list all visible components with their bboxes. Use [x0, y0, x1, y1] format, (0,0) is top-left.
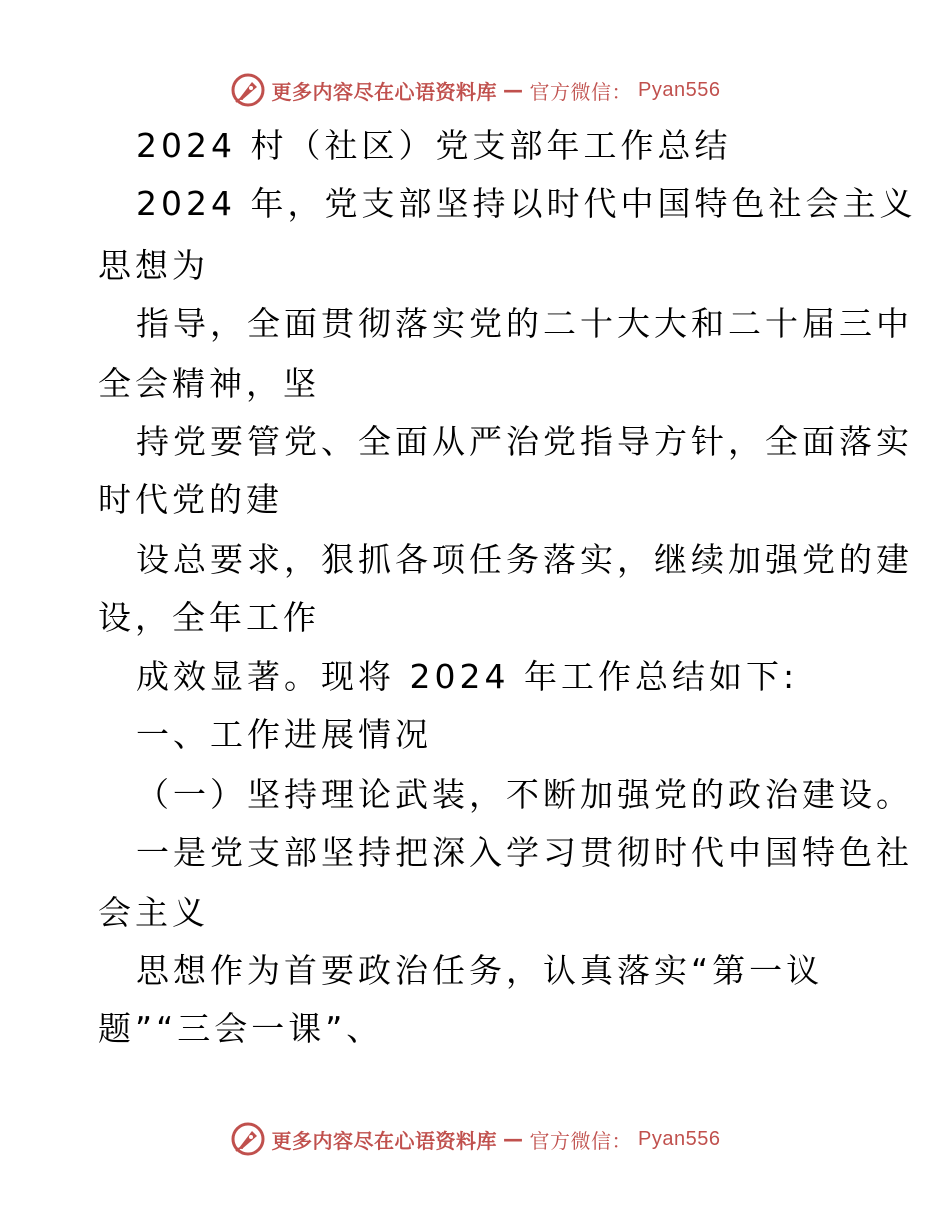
header-separator: —: [503, 78, 524, 102]
document-title: 2024 村（社区）党支部年工作总结: [136, 126, 732, 165]
text-line: 时代党的建: [98, 480, 283, 519]
text-line: 持党要管党、全面从严治党指导方针，全面落实: [136, 422, 913, 461]
footer-watermark-banner: [0, 1119, 950, 1159]
text-line: 会主义: [98, 893, 209, 932]
pen-nib-logo-icon: [230, 1121, 266, 1157]
text-line: 指导，全面贯彻落实党的二十大大和二十届三中: [136, 304, 913, 343]
text-line: 全会精神，坚: [98, 364, 320, 403]
text-line: 思想作为首要政治任务，认真落实“第一议: [136, 951, 824, 990]
footer-brand-text: 更多内容尽在心语资料库: [271, 1128, 498, 1153]
subsection-heading: （一）坚持理论武装，不断加强党的政治建设。: [136, 775, 913, 814]
text-line: 成效显著。现将 2024 年工作总结如下:: [136, 657, 799, 696]
pen-nib-logo-icon: [230, 72, 266, 108]
text-line: 设，全年工作: [98, 598, 320, 637]
text-line: 设总要求，狠抓各项任务落实，继续加强党的建: [136, 540, 913, 579]
text-line: 2024 年，党支部坚持以时代中国特色社会主义: [136, 184, 917, 223]
footer-separator: —: [503, 1127, 524, 1151]
text-line: 思想为: [98, 246, 209, 285]
header-watermark-banner: [0, 70, 950, 110]
footer-wechat-label: 官方微信：: [529, 1128, 633, 1153]
header-brand-text: 更多内容尽在心语资料库: [271, 79, 498, 104]
text-line: 题”“三会一课”、: [98, 1009, 384, 1048]
header-wechat-id: Pyan556: [638, 78, 721, 101]
header-wechat-label: 官方微信：: [529, 79, 633, 104]
text-line: 一是党支部坚持把深入学习贯彻时代中国特色社: [136, 833, 913, 872]
footer-wechat-id: Pyan556: [638, 1127, 721, 1150]
section-heading: 一、工作进展情况: [136, 715, 432, 754]
